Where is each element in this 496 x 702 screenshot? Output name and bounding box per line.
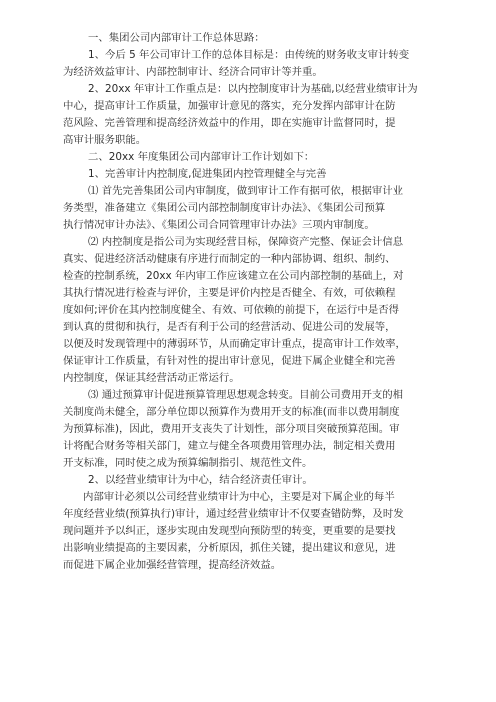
paragraph <box>63 472 426 489</box>
text-line: 2、20xx 年审计工作重点是：以内控制度审计为基础,以经营业绩审计为 <box>88 83 418 95</box>
text-line: 开支标准，同时使之成为预算编制指引、规范性文件。 <box>63 457 313 469</box>
text-line: 真实、促进经济活动健康有序进行而制定的一种内部协调、组织、制约、 <box>63 253 396 265</box>
text-line: 二、20xx 年度集团公司内部审计工作计划如下： <box>88 151 315 163</box>
text-line: ⑴ 首先完善集团公司内审制度，做到审计工作有据可依，根据审计业 <box>88 185 404 197</box>
text-line: 务类型，准备建立《集团公司内部控制制度审计办法》、《集团公司预算 <box>63 202 386 214</box>
text-line: 年度经营业绩(预算执行)审计，通过经营业绩审计不仅要查错防弊，及时发 <box>63 508 404 520</box>
text-line: 其执行情况进行检查与评价，主要是评价内控是否健全、有效，可依赖程 <box>63 287 396 299</box>
text-line: 为预算标准)，因此，费用开支丧失了计划性，部分项目突破预算范围。审 <box>63 423 400 435</box>
text-line: 内部审计必须以公司经营业绩审计为中心，主要是对下属企业的每半 <box>83 491 395 503</box>
paragraph <box>63 81 426 149</box>
paragraph <box>63 489 426 574</box>
paragraph <box>63 149 426 166</box>
document-body <box>63 30 426 574</box>
paragraph <box>63 183 426 234</box>
text-line: 保证审计工作质量，有针对性的提出审计意见，促进下属企业健全和完善 <box>63 355 396 367</box>
text-line: 计将配合财务等相关部门，建立与健全各项费用管理办法，制定相关费用 <box>63 440 396 452</box>
text-line: 中心，提高审计工作质量，加强审计意见的落实，充分发挥内部审计在防 <box>63 100 396 112</box>
text-line: 1、完善审计内控制度,促进集团内控管理健全与完善 <box>88 168 327 180</box>
text-line: 而促进下属企业加强经营管理，提高经济效益。 <box>63 559 282 571</box>
text-line: 为经济效益审计、内部控制审计、经济合同审计等并重。 <box>63 66 323 78</box>
text-line: 执行情况审计办法》、《集团公司合同管理审计办法》三项内审制度。 <box>63 219 375 231</box>
paragraph <box>63 234 426 387</box>
text-line: 检查的控制系统，20xx 年内审工作应该建立在公司内部控制的基础上，对 <box>63 270 404 282</box>
text-line: 到认真的贯彻和执行，是否有利于公司的经营活动、促进公司的发展等， <box>63 321 396 333</box>
text-line: 一、集团公司内部审计工作总体思路： <box>88 32 265 44</box>
paragraph <box>63 30 426 47</box>
text-line: 范风险、完善管理和提高经济效益中的作用，即在实施审计监督同时，提 <box>63 117 396 129</box>
paragraph <box>63 387 426 472</box>
text-line: 出影响业绩提高的主要因素，分析原因，抓住关键，提出建议和意见，进 <box>63 542 396 554</box>
text-line: 现问题并予以纠正，逐步实现由发现型向预防型的转变，更重要的是要找 <box>63 525 396 537</box>
text-line: 度如何;评价在其内控制度健全、有效、可依赖的前提下，在运行中是否得 <box>63 304 399 316</box>
text-line: 2、以经营业绩审计为中心，结合经济责任审计。 <box>88 474 313 486</box>
paragraph <box>63 166 426 183</box>
text-line: 以便及时发现管理中的薄弱环节，从而确定审计重点，提高审计工作效率， <box>63 338 406 350</box>
text-line: ⑵ 内控制度是指公司为实现经营目标，保障资产完整、保证会计信息 <box>88 236 404 248</box>
text-line: 1、今后 5 年公司审计工作的总体目标是：由传统的财务收支审计转变 <box>88 49 410 61</box>
text-line: 高审计服务职能。 <box>63 134 147 146</box>
text-line: 内控制度，保证其经营活动正常运行。 <box>63 372 240 384</box>
paragraph <box>63 47 426 81</box>
text-line: ⑶ 通过预算审计促进预算管理思想观念转变。目前公司费用开支的相 <box>88 389 404 401</box>
text-line: 关制度尚未健全，部分单位即以预算作为费用开支的标准(而非以费用制度 <box>63 406 400 418</box>
